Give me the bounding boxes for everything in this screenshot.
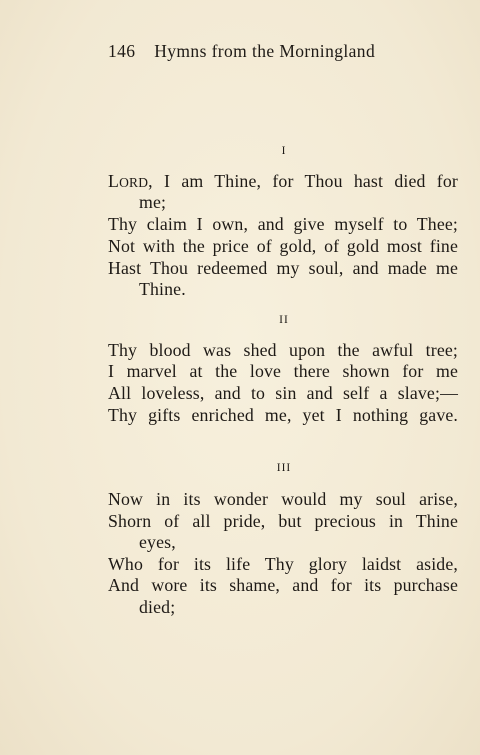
stanza-2-line-1: Thy blood was shed upon the awful tree; [108,340,458,360]
stanza-numeral-2: II [279,314,289,326]
page-number: 146 [108,41,136,61]
stanza-3-line-2-cont: eyes, [139,532,176,552]
stanza-numeral-3: III [276,462,292,474]
stanza-3-line-2: Shorn of all pride, but precious in Thine [108,511,458,531]
stanza-1-line-4: Hast Thou redeemed my soul, and made me [108,258,458,278]
stanza-1-first-word: LORD [108,171,149,191]
stanza-2-line-2: I marvel at the love there shown for me [108,361,458,381]
stanza-2-line-4: Thy gifts enriched me, yet I nothing gave. [108,405,458,425]
running-title: Hymns from the Morningland [154,41,376,61]
stanza-1-line-3: Not with the price of gold, of gold most fine [108,236,458,256]
stanza-1-line-1-cont: me; [139,192,167,212]
stanza-1-line-2: Thy claim I own, and give myself to Thee; [108,214,458,234]
stanza-2-line-3: All loveless, and to sin and self a slave;— [108,383,458,403]
stanza-3-line-4: And wore its shame, and for its purchase [108,575,458,595]
stanza-1-line-4-cont: Thine. [139,279,186,299]
stanza-3-line-4-cont: died; [139,597,176,617]
running-header [108,41,375,62]
stanza-numeral-1: I [281,145,287,157]
stanza-3-line-3: Who for its life Thy glory laidst aside, [108,554,458,574]
stanza-1-line-1: LORD, I am Thine, for Thou hast died for [108,171,458,191]
stanza-3-line-1: Now in its wonder would my soul arise, [108,489,458,509]
